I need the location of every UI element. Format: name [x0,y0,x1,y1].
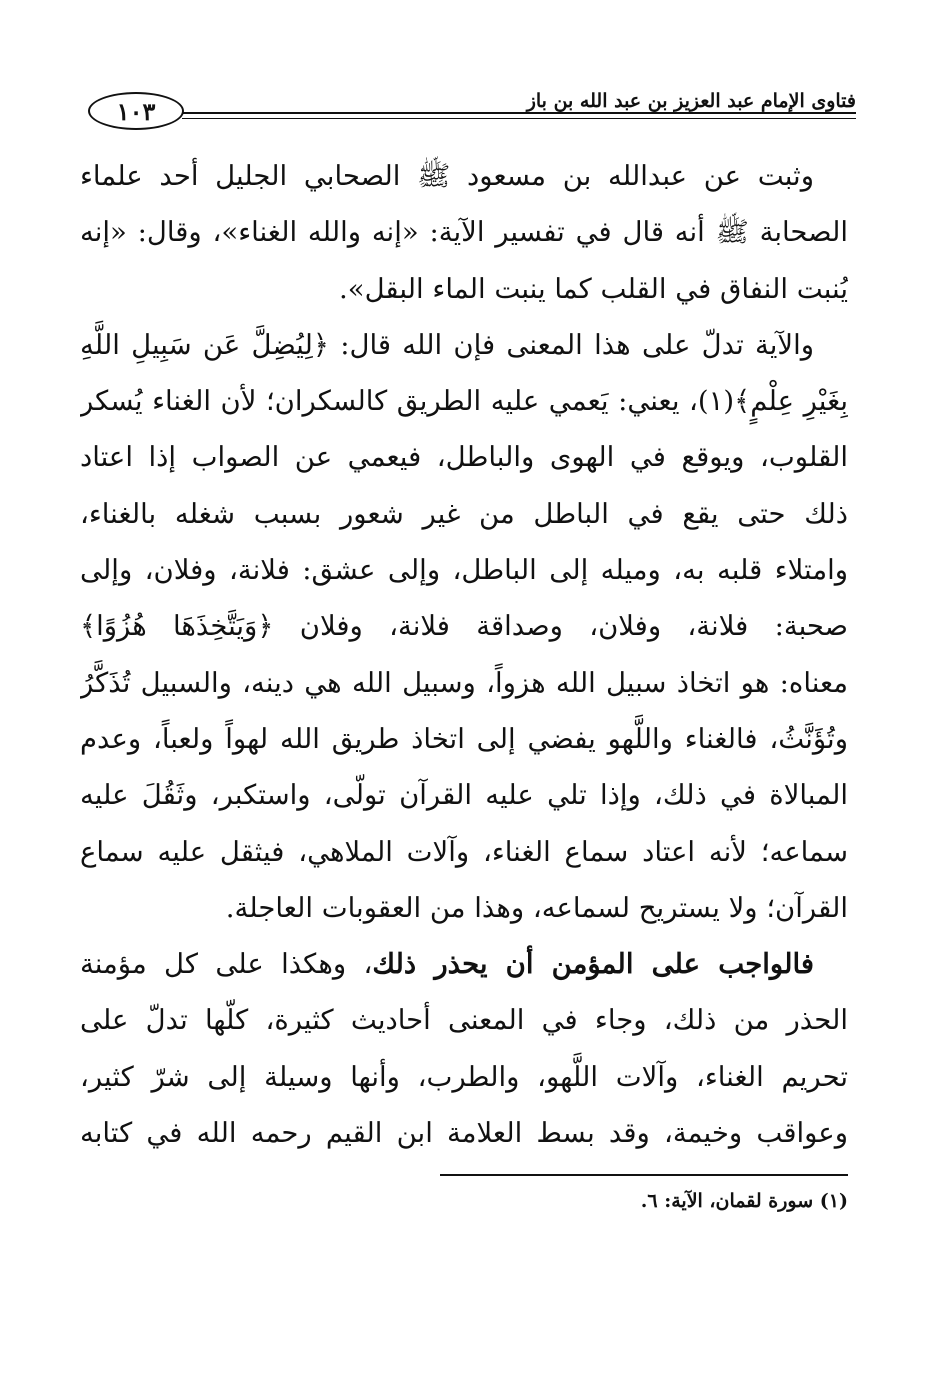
text-line: يُنبت النفاق في القلب كما ينبت الماء البقل». [339,272,848,305]
text-line: الصحابة ﷺ أنه قال في تفسير الآية: «إنه والله الغناء»، وقال: «إنه [80,216,848,249]
footnote: (١) سورة لقمان، الآية: ٦. [640,1190,848,1212]
text-line: القلوب، ويوقع في الهوى والباطل، فيعمي عن الصواب إذا اعتاد [80,441,848,474]
text-line: وامتلاء قلبه به، وميله إلى الباطل، وإلى عشق: فلانة، وفلان، وإلى [80,554,848,587]
text-line: وثبت عن عبدالله بن مسعود ﷺ الصحابي الجليل أحد علماء [80,160,814,192]
text-line: تحريم الغناء، وآلات اللَّهو، والطرب، وأنها وسيلة إلى شرّ كثير، [80,1060,848,1093]
footnote-separator [440,1174,848,1176]
text-line: وتُؤَنَّثُ، فالغناء واللَّهو يفضي إلى اتخاذ طريق الله لهواً ولعباً، وعدم [80,722,848,755]
text-run: ، وهكذا على كل مؤمنة [80,948,373,981]
text-line: الحذر من ذلك، وجاء في المعنى أحاديث كثيرة، كلّها تدلّ على [80,1004,848,1037]
page-header [88,92,856,134]
text-line: المبالاة في ذلك، وإذا تلي عليه القرآن تولّى، واستكبر، وثَقُلَ عليه [80,779,848,812]
running-title: فتاوى الإمام عبد العزيز بن عبد الله بن باز [519,90,856,112]
text-line: معناه: هو اتخاذ سبيل الله هزواً، وسبيل الله هي دينه، والسبيل تُذَكَّرُ [80,666,848,699]
text-line: صحبة: فلانة، وفلان، وصداقة فلانة، وفلان ﴿وَيَتَّخِذَهَا هُزُوًا﴾ [80,610,848,643]
text-line: ذلك حتى يقع في الباطل من غير شعور بسبب شغله بالغناء، [80,497,848,530]
bold-lead: فالواجب على المؤمن أن يحذر ذلك [372,948,814,981]
text-line: بِغَيْرِ عِلْمٍ﴾(١)، يعني: يَعمي عليه الطريق كالسكران؛ لأن الغناء يُسكر [80,385,848,418]
page-number: ١٠٣ [88,92,184,130]
text-line: القرآن؛ ولا يستريح لسماعه، وهذا من العقوبات العاجلة. [225,891,848,924]
header-rule-thin [182,118,856,119]
header-rule [182,112,856,114]
text-line: سماعه؛ لأنه اعتاد سماع الغناء، وآلات الملاهي، فيثقل عليه سماع [80,835,848,868]
text-line: والآية تدلّ على هذا المعنى فإن الله قال: ﴿لِيُضِلَّ عَن سَبِيلِ اللَّهِ [80,328,814,361]
main-text [80,148,848,1161]
text-line [80,936,848,992]
text-line: وعواقب وخيمة، وقد بسط العلامة ابن القيم رحمه الله في كتابه [80,1117,848,1150]
